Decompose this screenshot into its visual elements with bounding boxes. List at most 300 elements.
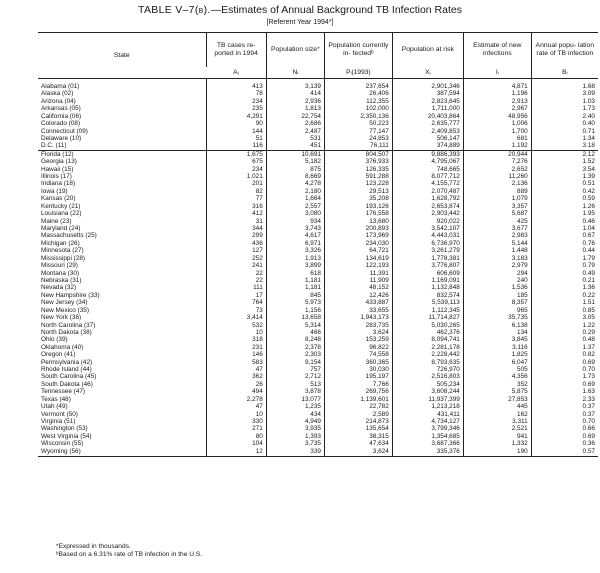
value-cell: 90 (206, 120, 266, 127)
value-cell: 1,169,091 (392, 277, 463, 284)
state-cell: Iowa (19) (41, 187, 68, 195)
state-cell: Texas (48) (41, 395, 71, 403)
value-cell: 10 (206, 329, 266, 336)
value-cell: 3.54 (531, 166, 598, 173)
value-cell: 2,686 (266, 120, 324, 127)
tb-infection-table (38, 32, 598, 457)
value-cell: 78 (206, 90, 266, 97)
value-cell: 4,949 (266, 418, 324, 425)
value-cell: 7,766 (324, 381, 392, 388)
table-row (38, 142, 598, 150)
value-cell: 5,030,265 (392, 322, 463, 329)
value-cell: 231 (206, 344, 266, 351)
value-cell: 360,365 (324, 359, 392, 366)
value-cell: 38,315 (324, 433, 392, 440)
table-row (38, 366, 598, 373)
value-cell: 1,664 (266, 195, 324, 202)
value-cell: 433,887 (324, 299, 392, 306)
value-cell: 2,378 (266, 344, 324, 351)
column-header: Annual popu- lation rate of TB infection (531, 33, 598, 68)
table-row (38, 277, 598, 284)
column-header: Population size* (266, 33, 324, 68)
value-cell: 5,875 (463, 388, 531, 395)
value-cell: 22,782 (324, 403, 392, 410)
table-title (0, 4, 600, 17)
table-row (38, 247, 598, 254)
value-cell: 126,335 (324, 166, 392, 173)
value-cell: 362 (206, 373, 266, 380)
state-cell: Mississippi (28) (41, 254, 86, 262)
table-row (38, 203, 598, 210)
value-cell: 412 (206, 210, 266, 217)
value-cell: 13,658 (266, 314, 324, 321)
value-cell: 2,936 (266, 98, 324, 105)
value-cell: 10,691 (266, 150, 324, 158)
value-cell: 3,776,807 (392, 262, 463, 269)
value-cell: 1.26 (531, 203, 598, 210)
value-cell: 2,712 (266, 373, 324, 380)
state-cell: South Dakota (46) (41, 380, 93, 388)
value-cell: 4,617 (266, 232, 324, 239)
value-cell: 414 (266, 90, 324, 97)
value-cell: 606,609 (392, 270, 463, 277)
value-cell: 0.70 (531, 418, 598, 425)
state-cell: Minnesota (27) (41, 247, 84, 255)
value-cell: 0.29 (531, 329, 598, 336)
value-cell: 234,030 (324, 240, 392, 247)
table-row (38, 98, 598, 105)
value-cell: 376,933 (324, 158, 392, 165)
value-cell: 0.37 (531, 411, 598, 418)
value-cell: 618 (266, 270, 324, 277)
column-header: TB cases re- ported in 1994 (206, 33, 266, 68)
value-cell: 3,183 (463, 255, 531, 262)
value-cell: 3,624 (324, 329, 392, 336)
state-cell: Colorado (08) (41, 120, 81, 128)
value-cell: 2,913 (463, 98, 531, 105)
value-cell: 318 (206, 336, 266, 343)
value-cell: 11,909 (324, 277, 392, 284)
state-cell: Massachusetts (25) (41, 232, 97, 240)
value-cell: 144 (206, 128, 266, 135)
value-cell: 920,022 (392, 218, 463, 225)
value-cell: 1,213,218 (392, 403, 463, 410)
state-cell: Florida (12) (41, 150, 74, 158)
column-symbol: Iᵢ (463, 67, 531, 79)
state-cell: Vermont (50) (41, 410, 78, 418)
value-cell: 2,409,853 (392, 128, 463, 135)
table-row (38, 307, 598, 314)
value-cell: 3,624 (324, 448, 392, 457)
value-cell: 235 (206, 105, 266, 112)
value-cell: 451 (266, 142, 324, 150)
value-cell: 3,261,279 (392, 247, 463, 254)
state-cell: Arkansas (05) (41, 105, 81, 113)
value-cell: 185 (463, 292, 531, 299)
value-cell: 3,608,244 (392, 388, 463, 395)
table-row (38, 105, 598, 112)
value-cell: 3.05 (531, 314, 598, 321)
state-cell: Montana (30) (41, 269, 80, 277)
state-cell: South Carolina (45) (41, 373, 97, 381)
table-row (38, 225, 598, 232)
value-cell: 127 (206, 247, 266, 254)
table-row (38, 388, 598, 395)
value-cell: 1,536 (463, 284, 531, 291)
value-cell: 0.85 (531, 307, 598, 314)
value-cell: 1.04 (531, 225, 598, 232)
table-row (38, 292, 598, 299)
value-cell: 8,793,635 (392, 359, 463, 366)
value-cell: 0.42 (531, 188, 598, 195)
value-cell: 50,223 (324, 120, 392, 127)
value-cell: 583 (206, 359, 266, 366)
column-header: State (38, 33, 206, 79)
value-cell: 47,634 (324, 440, 392, 447)
value-cell: 10 (206, 411, 266, 418)
state-cell: Virginia (51) (41, 417, 76, 425)
value-cell: 0.69 (531, 381, 598, 388)
value-cell: 2,983 (463, 232, 531, 239)
value-cell: 2,303 (266, 351, 324, 358)
value-cell: 1,006 (463, 120, 531, 127)
value-cell: 26,406 (324, 90, 392, 97)
table-row (38, 448, 598, 457)
state-cell: Maine (23) (41, 217, 72, 225)
value-cell: 4,356 (463, 373, 531, 380)
value-cell: 30,030 (324, 366, 392, 373)
table-row (38, 232, 598, 239)
value-cell: 11,391 (324, 270, 392, 277)
value-cell: 47 (206, 403, 266, 410)
state-cell: Washington (53) (41, 425, 88, 433)
value-cell: 7,276 (463, 158, 531, 165)
value-cell: 387,594 (392, 90, 463, 97)
table-row (38, 195, 598, 202)
value-cell: 1,354,685 (392, 433, 463, 440)
value-cell: 0.82 (531, 351, 598, 358)
table-row (38, 299, 598, 306)
column-header: Population at risk (392, 33, 463, 68)
value-cell: 74,558 (324, 351, 392, 358)
state-cell: Arizona (04) (41, 97, 76, 105)
table-caption: —Estimates of Annual Background TB Infection Rates (210, 4, 462, 16)
value-cell: 12 (206, 448, 266, 457)
value-cell: 3,311 (463, 418, 531, 425)
value-cell: 64,721 (324, 247, 392, 254)
value-cell: 8,077,712 (392, 173, 463, 180)
value-cell: 8,094,741 (392, 336, 463, 343)
table-row (38, 150, 598, 158)
value-cell: 845 (266, 292, 324, 299)
value-cell: 2.33 (531, 396, 598, 403)
value-cell: 1,778,381 (392, 255, 463, 262)
table-row (38, 158, 598, 165)
state-cell: North Carolina (37) (41, 321, 96, 329)
value-cell: 176,558 (324, 210, 392, 217)
value-cell: 2,281,178 (392, 344, 463, 351)
state-cell: Tennessee (47) (41, 388, 86, 396)
value-cell: 20,944 (463, 150, 531, 158)
value-cell: 299 (206, 232, 266, 239)
value-cell: 123,228 (324, 180, 392, 187)
value-cell: 73 (206, 307, 266, 314)
value-cell: 17 (206, 292, 266, 299)
table-row (38, 173, 598, 180)
value-cell: 6,736,970 (392, 240, 463, 247)
value-cell: 413 (206, 79, 266, 91)
table-row (38, 255, 598, 262)
value-cell: 4,443,031 (392, 232, 463, 239)
value-cell: 0.71 (531, 128, 598, 135)
value-cell: 0.79 (531, 262, 598, 269)
column-header: Estimate of new infections (463, 33, 531, 68)
value-cell: 344 (206, 225, 266, 232)
value-cell: 48,956 (463, 113, 531, 120)
value-cell: 1,021 (206, 173, 266, 180)
value-cell: 9,886,393 (392, 150, 463, 158)
value-cell: 875 (266, 166, 324, 173)
state-cell: Wisconsin (55) (41, 440, 84, 448)
state-cell: Maryland (24) (41, 225, 81, 233)
value-cell: 35,735 (463, 314, 531, 321)
value-cell: 445 (463, 403, 531, 410)
value-cell: 1,711,000 (392, 105, 463, 112)
value-cell: 4,734,127 (392, 418, 463, 425)
value-cell: 466 (266, 329, 324, 336)
value-cell: 2,180 (266, 188, 324, 195)
value-cell: 2.40 (531, 113, 598, 120)
value-cell: 12,426 (324, 292, 392, 299)
state-cell: North Dakota (38) (41, 328, 92, 336)
value-cell: 252 (206, 255, 266, 262)
state-cell: Oregon (41) (41, 351, 76, 359)
value-cell: 22 (206, 277, 266, 284)
value-cell: 3,899 (266, 262, 324, 269)
value-cell: 934 (266, 218, 324, 225)
column-symbol: Pᵢ(1993) (324, 67, 392, 79)
value-cell: 2,823,645 (392, 98, 463, 105)
value-cell: 8,357 (463, 299, 531, 306)
value-cell: 1.68 (531, 79, 598, 91)
value-cell: 173,969 (324, 232, 392, 239)
table-row (38, 113, 598, 120)
value-cell: 237,654 (324, 79, 392, 91)
value-cell: 1.63 (531, 388, 598, 395)
value-cell: 234 (206, 98, 266, 105)
value-cell: 11,260 (463, 173, 531, 180)
table-row (38, 373, 598, 380)
table-row (38, 351, 598, 358)
value-cell: 374,889 (392, 142, 463, 150)
table-header (38, 33, 598, 79)
value-cell: 1,132,848 (392, 284, 463, 291)
value-cell: 2,350,136 (324, 113, 392, 120)
value-cell: 3,326 (266, 247, 324, 254)
state-cell: New Mexico (35) (41, 306, 89, 314)
value-cell: 116 (206, 142, 266, 150)
value-cell: 0.21 (531, 277, 598, 284)
table-label: TABLE V–7(b). (138, 4, 211, 16)
value-cell: 13,680 (324, 218, 392, 225)
table-row (38, 240, 598, 247)
value-cell: 190 (463, 448, 531, 457)
value-cell: 122,193 (324, 262, 392, 269)
footnotes (56, 543, 202, 559)
value-cell: 506,147 (392, 135, 463, 142)
value-cell: 11,714,827 (392, 314, 463, 321)
value-cell: 8,669 (266, 173, 324, 180)
value-cell: 6,138 (463, 322, 531, 329)
value-cell: 0.59 (531, 195, 598, 202)
value-cell: 27,853 (463, 396, 531, 403)
value-cell: 462,376 (392, 329, 463, 336)
value-cell: 339 (266, 448, 324, 457)
state-cell: Delaware (10) (41, 134, 82, 142)
value-cell: 425 (463, 218, 531, 225)
value-cell: 5,182 (266, 158, 324, 165)
value-cell: 4,291 (206, 113, 266, 120)
table-row (38, 270, 598, 277)
state-cell: Michigan (26) (41, 239, 80, 247)
value-cell: 201 (206, 180, 266, 187)
value-cell: 1.37 (531, 344, 598, 351)
value-cell: 153,259 (324, 336, 392, 343)
value-cell: 9,154 (266, 359, 324, 366)
value-cell: 162 (463, 411, 531, 418)
value-cell: 3,687,366 (392, 440, 463, 447)
state-cell: Kentucky (21) (41, 202, 81, 210)
table-row (38, 120, 598, 127)
column-symbol: Bᵢ (531, 67, 598, 79)
value-cell: 2,228,442 (392, 351, 463, 358)
table-row (38, 262, 598, 269)
value-cell: 31 (206, 218, 266, 225)
table-subtitle: [Referent Year 1994*] (266, 19, 334, 26)
table-row (38, 329, 598, 336)
value-cell: 1,235 (266, 403, 324, 410)
value-cell: 889 (463, 188, 531, 195)
value-cell: 1,448 (463, 247, 531, 254)
value-cell: 513 (266, 381, 324, 388)
value-cell: 505 (463, 366, 531, 373)
table-row (38, 90, 598, 97)
value-cell: 8,248 (266, 336, 324, 343)
value-cell: 0.44 (531, 247, 598, 254)
value-cell: 271 (206, 425, 266, 432)
value-cell: 1,181 (266, 284, 324, 291)
value-cell: 104 (206, 440, 266, 447)
state-cell: Kansas (20) (41, 195, 76, 203)
value-cell: 3,080 (266, 210, 324, 217)
value-cell: 494 (206, 388, 266, 395)
value-cell: 48,152 (324, 284, 392, 291)
value-cell: 5,539,113 (392, 299, 463, 306)
table-row (38, 218, 598, 225)
table-row (38, 128, 598, 135)
table-row (38, 322, 598, 329)
value-cell: 0.37 (531, 403, 598, 410)
value-cell: 3,677 (463, 225, 531, 232)
value-cell: 531 (266, 135, 324, 142)
state-cell: Louisiana (22) (41, 210, 82, 218)
value-cell: 1,332 (463, 440, 531, 447)
value-cell: 1.34 (531, 135, 598, 142)
state-cell: Pennsylvania (42) (41, 358, 93, 366)
table-row (38, 403, 598, 410)
value-cell: 941 (463, 433, 531, 440)
value-cell: 1,913 (266, 255, 324, 262)
value-cell: 1.52 (531, 158, 598, 165)
table-row (38, 180, 598, 187)
value-cell: 5,314 (266, 322, 324, 329)
table-row (38, 210, 598, 217)
value-cell: 2,521 (463, 425, 531, 432)
value-cell: 1.36 (531, 284, 598, 291)
table-row (38, 135, 598, 142)
state-cell: Missouri (29) (41, 262, 78, 270)
value-cell: 2,635,777 (392, 120, 463, 127)
value-cell: 3,935 (266, 425, 324, 432)
value-cell: 200,893 (324, 225, 392, 232)
state-cell: West Virginia (54) (41, 432, 92, 440)
value-cell: 2,901,346 (392, 79, 463, 91)
state-cell: New Jersey (34) (41, 299, 88, 307)
value-cell: 681 (463, 135, 531, 142)
value-cell: 35,208 (324, 195, 392, 202)
value-cell: 3,414 (206, 314, 266, 321)
table-row (38, 166, 598, 173)
value-cell: 591,288 (324, 173, 392, 180)
value-cell: 1.51 (531, 299, 598, 306)
value-cell: 832,574 (392, 292, 463, 299)
value-cell: 294 (463, 270, 531, 277)
value-cell: 2,653,874 (392, 203, 463, 210)
value-cell: 436 (206, 240, 266, 247)
value-cell: 111 (206, 284, 266, 291)
value-cell: 2.12 (531, 150, 598, 158)
state-cell: Ohio (39) (41, 336, 68, 344)
state-cell: Oklahoma (40) (41, 343, 84, 351)
value-cell: 13,077 (266, 396, 324, 403)
state-cell: Illinois (17) (41, 173, 72, 181)
value-cell: 1,192 (463, 142, 531, 150)
value-cell: 4,795,067 (392, 158, 463, 165)
value-cell: 1,943,173 (324, 314, 392, 321)
value-cell: 0.22 (531, 292, 598, 299)
table-row (38, 314, 598, 321)
column-header: Population currently in- fectedᵇ (324, 33, 392, 68)
value-cell: 316 (206, 203, 266, 210)
value-cell: 283,735 (324, 322, 392, 329)
value-cell: 22,754 (266, 113, 324, 120)
value-cell: 0.48 (531, 336, 598, 343)
value-cell: 757 (266, 366, 324, 373)
value-cell: 3,357 (463, 203, 531, 210)
value-cell: 0.36 (531, 440, 598, 447)
table-row (38, 188, 598, 195)
table-row (38, 336, 598, 343)
value-cell: 269,756 (324, 388, 392, 395)
value-cell: 1,156 (266, 307, 324, 314)
value-cell: 3,799,346 (392, 425, 463, 432)
value-cell: 0.46 (531, 218, 598, 225)
value-cell: 965 (463, 307, 531, 314)
value-cell: 96,822 (324, 344, 392, 351)
value-cell: 241 (206, 262, 266, 269)
value-cell: 102,000 (324, 105, 392, 112)
value-cell: 0.69 (531, 433, 598, 440)
